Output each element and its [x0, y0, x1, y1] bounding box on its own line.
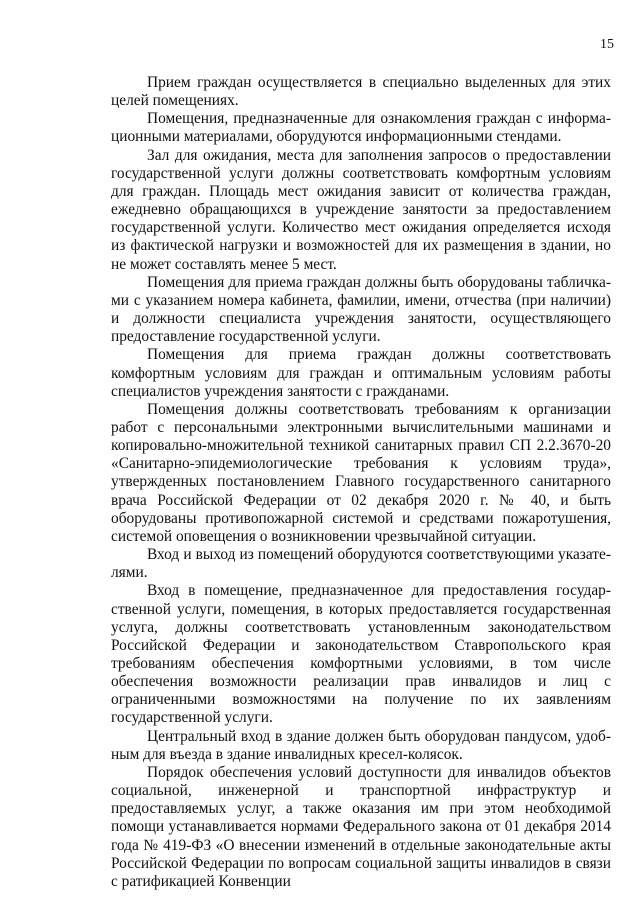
paragraph-comfort-conditions: Помещения для приема граждан должны соответствовать комфортным условиям для граждан и оптимальным условиям работы специалистов учреждения занятости с гражданами. [111, 346, 611, 400]
document-body [111, 74, 611, 891]
paragraph-entry-exit-signs: Вход и выход из помещений оборудуются соответствующими указателями. [111, 546, 611, 582]
paragraph-info-stands: Помещения, предназначенные для ознакомления граждан с информационными материалами, оборудуются информационными стендами. [111, 110, 611, 146]
paragraph-waiting-hall: Зал для ожидания, места для заполнения запросов о предоставлении государственной услуги должны соответствовать комфортным условиям для граждан. Площадь мест ожидания зависит от количества граждан, ежедневно обращающихся в учреждение занятости за предоставлением государственной услуги. Количество мест ожидания определяется исходя из фактической нагрузки и возможностей для их размещения в здании, но не может составлять менее 5 мест. [111, 146, 611, 273]
page-number: 15 [600, 37, 614, 52]
paragraph-sanitary-rules: Помещения должны соответствовать требованиям к организации работ с персональными электронными вычислительными машинами и копировально-множительной техникой санитарных правил СП 2.2.3670-20 «Санитарно-эпидемиологические требования к условиям труда», утвержденных постановлением Главного государственного санитарного врача Российской Федерации от 02 декабря 2020 г. № 40, и быть оборудованы противопожарной системой и средствами пожаротушения, системой оповещения о возникновении чрезвычайной ситуации. [111, 400, 611, 545]
paragraph-signage: Помещения для приема граждан должны быть оборудованы табличками с указанием номера кабинета, фамилии, имени, отчества (при наличии) и должности специалиста учреждения занятости, осуществляющего предоставление государственной услуги. [111, 273, 611, 346]
paragraph-ramp: Центральный вход в здание должен быть оборудован пандусом, удобным для въезда в здание инвалидных кресел-колясок. [111, 727, 611, 763]
paragraph-reception: Прием граждан осуществляется в специально выделенных для этих целей помещениях. [111, 74, 611, 110]
paragraph-federal-law: Порядок обеспечения условий доступности для инвалидов объектов социальной, инженерной и транспортной инфраструктур и предоставляемых услуг, а также оказания им при этом необходимой помощи устанавливается нормами Федерального закона от 01 декабря 2014 года № 419-ФЗ «О внесении изменений в отдельные законодательные акты Российской Федерации по вопросам социальной защиты инвалидов в связи с ратификацией Конвенции [111, 763, 611, 890]
paragraph-accessibility: Вход в помещение, предназначенное для предоставления государственной услуги, помещения, в которых предоставляется государственная услуга, должны соответствовать установленным законодательством Российской Федерации и законодательством Ставропольского края требованиям обеспечения комфортными условиями, в том числе обеспечения возможности реализации прав инвалидов и лиц с ограниченными возможностями на получение по их заявлениям государственной услуги. [111, 582, 611, 727]
